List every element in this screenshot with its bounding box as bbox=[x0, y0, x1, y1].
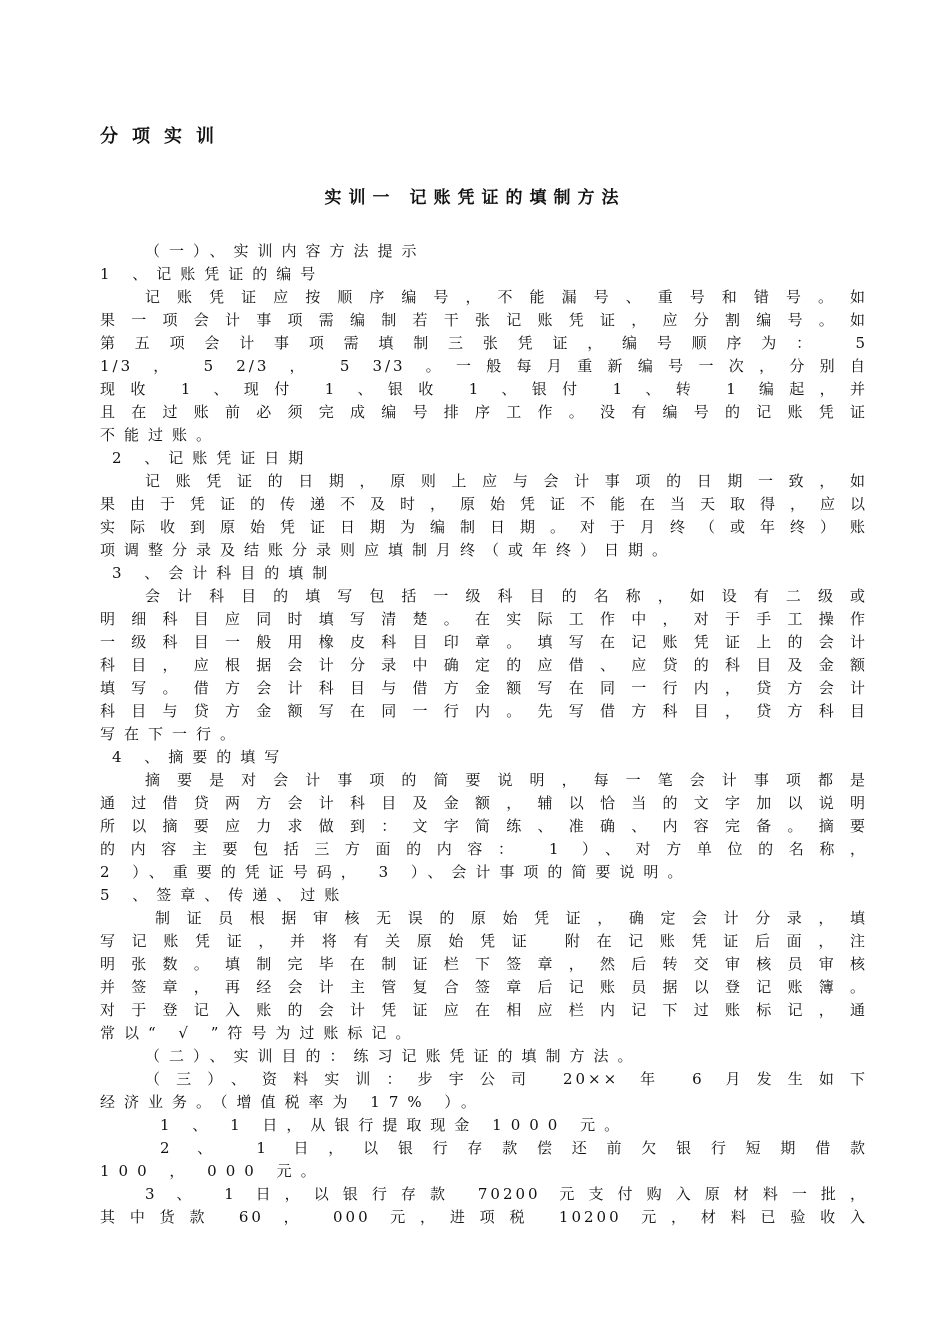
document-title: 实训一 记账凭证的填制方法 bbox=[324, 188, 626, 208]
paragraph-line: 不能过账。 bbox=[100, 426, 221, 444]
transaction-item: 2 、 1 日，以银行存款偿还前欠银行短期借款 bbox=[160, 1139, 868, 1157]
paragraph-line: 经济业务。（增值税率为 17% ）。 bbox=[100, 1093, 485, 1111]
paragraph-line: 记账凭证应按顺序编号，不能漏号、重号和错号。如 bbox=[145, 288, 868, 306]
paragraph-line: 并签章，再经会计主管复合签章后记账员据以登记账簿。 bbox=[100, 978, 868, 996]
paragraph-line: 摘要是对会计事项的简要说明，每一笔会计事项都是 bbox=[145, 771, 868, 789]
paragraph-line: 实际收到原始凭证日期为编制日期。对于月终（或年终）账 bbox=[100, 518, 868, 536]
paragraph-line: 一级科目一般用橡皮科目印章。填写在记账凭证上的会计 bbox=[100, 633, 868, 651]
paragraph-line: 所以摘要应力求做到：文字简练、准确、内容完备。摘要 bbox=[100, 817, 868, 835]
paragraph-line: 明细科目应同时填写清楚。在实际工作中，对于手工操作 bbox=[100, 610, 868, 628]
paragraph-line: 100 ， 000 元。 bbox=[100, 1162, 325, 1180]
paragraph-line: 对于登记入账的会计凭证应在相应栏内记下过账标记，通 bbox=[100, 1001, 868, 1019]
section-heading-2: （二）、实训目的：练习记账凭证的填制方法。 bbox=[145, 1047, 642, 1065]
paragraph-line: 记账凭证的日期，原则上应与会计事项的日期一致，如 bbox=[145, 472, 868, 490]
paragraph-line: 填写。借方会计科目与借方金额写在同一行内，贷方会计 bbox=[100, 679, 868, 697]
paragraph-line: 果由于凭证的传递不及时，原始凭证不能在当天取得，应以 bbox=[100, 495, 868, 513]
paragraph-line: 科目与贷方金额写在同一行内。先写借方科目，贷方科目 bbox=[100, 702, 868, 720]
paragraph-line: 会计科目的填写包括一级科目的名称，如设有二级或 bbox=[145, 587, 868, 605]
paragraph-line: 写记账凭证，并将有关原始凭证 附在记账凭证后面，注 bbox=[100, 932, 868, 950]
section-heading-3: （三）、资料实训：步宇公司 20×× 年 6 月发生如下 bbox=[145, 1070, 868, 1088]
document-body bbox=[100, 240, 868, 1229]
paragraph-line: 科目，应根据会计分录中确定的应借、应贷的科目及金额 bbox=[100, 656, 868, 674]
paragraph-line: 明张数。填制完毕在制证栏下签章，然后转交审核员审核 bbox=[100, 955, 868, 973]
section-heading-1: （一）、实训内容方法提示 bbox=[145, 242, 426, 260]
paragraph-line: 第五项会计事项需填制三张凭证，编号顺序为： 5 bbox=[100, 334, 868, 352]
subheading-2: 2 、记账凭证日期 bbox=[112, 449, 313, 467]
transaction-item: 1 、 1 日，从银行提取现金 1000 元。 bbox=[160, 1116, 629, 1134]
paragraph-line: 常以“ √ ”符号为过账标记。 bbox=[100, 1024, 420, 1042]
paragraph-line: 1/3 ， 5 2/3 ， 5 3/3 。一般每月重新编号一次，分别自 bbox=[100, 357, 868, 375]
subheading-1: 1 、记账凭证的编号 bbox=[100, 265, 325, 283]
paragraph-line: 制证员根据审核无误的原始凭证，确定会计分录，填 bbox=[155, 909, 868, 927]
paragraph-line: 其中货款 60 ， 000 元，进项税 10200 元，材料已验收入 bbox=[100, 1208, 868, 1226]
paragraph-line: 通过借贷两方会计科目及金额，辅以恰当的文字加以说明 bbox=[100, 794, 868, 812]
section-heading: 分项实训 bbox=[100, 126, 228, 147]
paragraph-line: 且在过账前必须完成编号排序工作。没有编号的记账凭证 bbox=[100, 403, 868, 421]
paragraph-line: 2 ）、重要的凭证号码， 3 ）、会计事项的简要说明。 bbox=[100, 863, 692, 881]
paragraph-line: 的内容主要包括三方面的内容： 1 ）、对方单位的名称， bbox=[100, 840, 868, 858]
paragraph-line: 写在下一行。 bbox=[100, 725, 245, 743]
subheading-4: 4 、摘要的填写 bbox=[112, 748, 289, 766]
paragraph-line: 现收 1 、现付 1 、银收 1 、银付 1 、转 1 编起，并 bbox=[100, 380, 868, 398]
paragraph-line: 果一项会计事项需编制若干张记账凭证，应分割编号。如 bbox=[100, 311, 868, 329]
paragraph-line: 项调整分录及结账分录则应填制月终（或年终）日期。 bbox=[100, 541, 677, 559]
subheading-3: 3 、会计科目的填制 bbox=[112, 564, 337, 582]
transaction-item: 3 、 1 日，以银行存款 70200 元支付购入原材料一批， bbox=[145, 1185, 868, 1203]
subheading-5: 5 、签章、传递、过账 bbox=[100, 886, 349, 904]
